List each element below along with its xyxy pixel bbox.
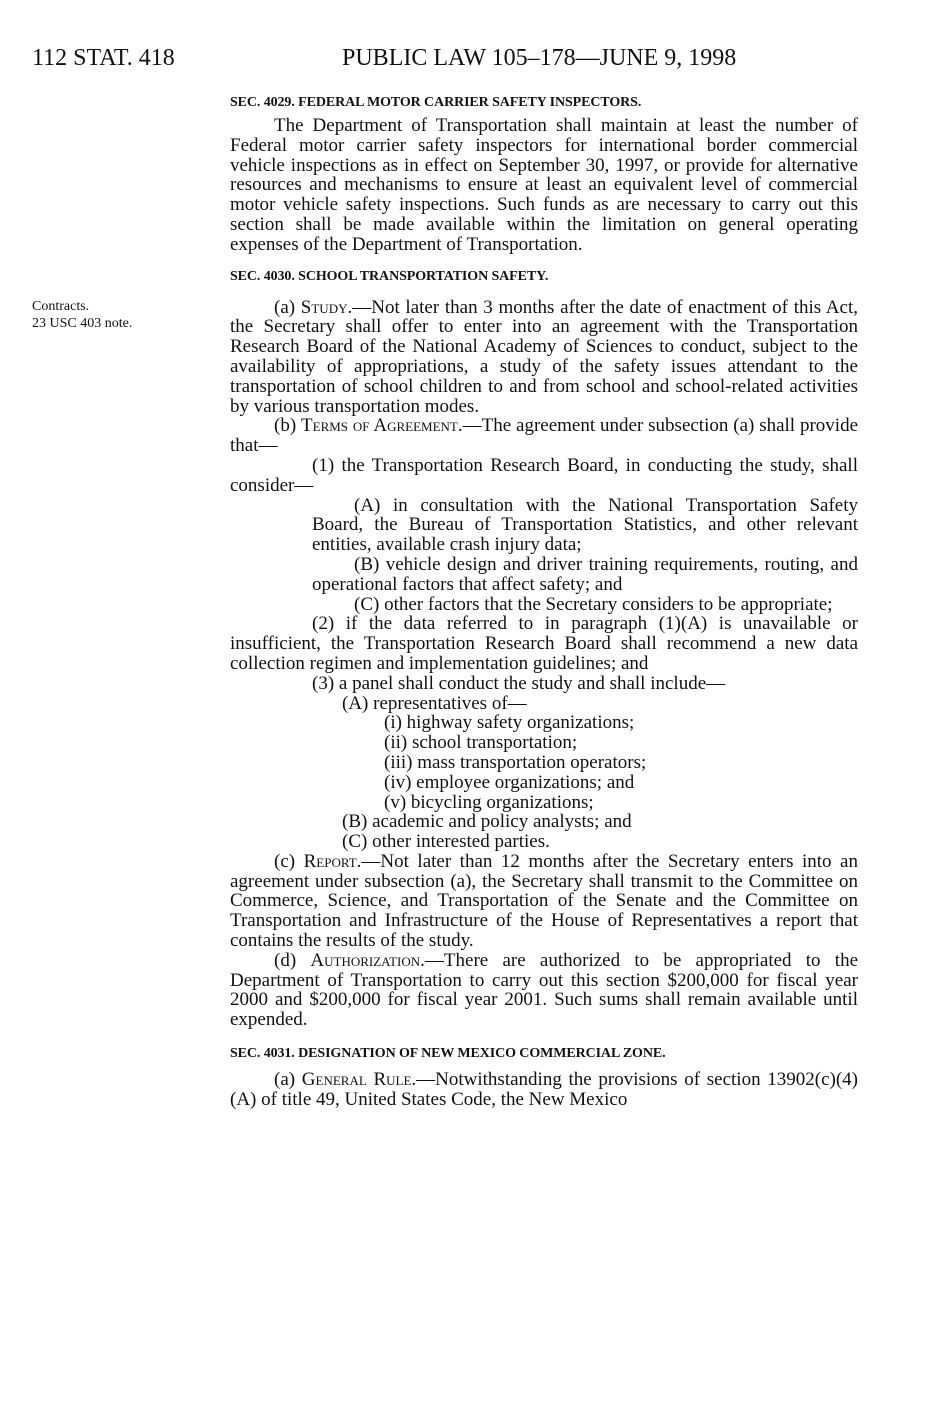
clause-b3Ai: (i) highway safety organizations;: [384, 712, 635, 734]
paragraph-b1: (1) the Transportation Research Board, in conducting the study, shall consider—: [230, 454, 858, 496]
section-4029-heading: SEC. 4029. FEDERAL MOTOR CARRIER SAFETY INSPECTORS.: [230, 95, 642, 110]
document-body: [230, 94, 858, 1110]
subsection-d-title: Authorization: [310, 949, 421, 971]
page-citation: 112 STAT. 418: [32, 45, 175, 71]
subsection-b-title: Terms of Agreement: [301, 415, 458, 437]
subsection-c-title: Report: [303, 850, 357, 872]
section-4030-heading: SEC. 4030. SCHOOL TRANSPORTATION SAFETY.: [230, 268, 549, 284]
section-4031-a-title: General Rule: [301, 1069, 412, 1091]
subsection-d-authorization: (d) Authorization.—There are authorized to be appropriated to the Department of Transportation to carry out this section $200,000 for fiscal year 2000 and $200,000 for fiscal year 2001. Such sums shall remain available until expended.: [230, 949, 859, 1031]
section-4031-heading: SEC. 4031. DESIGNATION OF NEW MEXICO COMMERCIAL ZONE.: [230, 1046, 666, 1062]
paragraph-b1A: (A) in consultation with the National Transportation Safety Board, the Bureau of Transportation Statistics, and other relevant entities, available crash injury data;: [312, 494, 858, 556]
paragraph-b1B: (B) vehicle design and driver training requirements, routing, and operational factors that affect safety; and: [312, 553, 858, 595]
margin-note-usc: 23 USC 403 note.: [32, 316, 133, 331]
paragraph-b1C: (C) other factors that the Secretary considers to be appropriate;: [354, 593, 833, 615]
clause-b3Aiii: (iii) mass transportation operators;: [384, 751, 647, 773]
paragraph-b3: (3) a panel shall conduct the study and shall include—: [312, 672, 726, 694]
subsection-a-study: (a) Study.—Not later than 3 months after the date of enactment of this Act, the Secretary shall offer to enter into an agreement with the Transportation Research Board of the National Academy of Sciences to conduct, subject to the availability of appropriations, a study of the safety issues attendant to the transportation of school children to and from school and school-related activities by various transportation modes.: [230, 296, 858, 417]
paragraph-b2: (2) if the data referred to in paragraph (1)(A) is unavailable or insufficient, the Transportation Research Board shall recommend a new data collection regimen and implementation guidelines; and: [230, 613, 858, 674]
subsection-c-report: (c) Report.—Not later than 12 months after the Secretary enters into an agreement under subsection (a), the Secretary shall transmit to the Committee on Commerce, Science, and Transportation of the Senate and the Committee on Transportation and Infrastructure of the House of Representatives a report that contains the results of the study.: [230, 850, 858, 952]
clause-b3Aii: (ii) school transportation;: [384, 732, 578, 754]
subsection-a-title: Study: [300, 296, 348, 318]
margin-note: [32, 298, 222, 332]
paragraph-b3B: (B) academic and policy analysts; and: [342, 811, 632, 833]
running-title: PUBLIC LAW 105–178—JUNE 9, 1998: [342, 45, 737, 71]
subsection-b-terms: (b) Terms of Agreement.—The agreement under subsection (a) shall provide that—: [230, 415, 858, 457]
section-4031-subsection-a: (a) General Rule.—Notwithstanding the provisions of section 13902(c)(4)(A) of title 49, United States Code, the New Mexico: [230, 1069, 859, 1110]
margin-note-contracts: Contracts.: [32, 299, 90, 314]
paragraph-b3A: (A) representatives of—: [342, 692, 527, 714]
section-4029-text: The Department of Transportation shall maintain at least the number of Federal motor carrier safety inspectors for international border commercial vehicle inspections as in effect on September 30, 1997, or provide for alternative resources and mechanisms to ensure at least an equivalent level of commercial motor vehicle safety inspections. Such funds as are necessary to carry out this section shall be made available within the limitation on general operating expenses of the Department of Transportation.: [230, 115, 858, 255]
paragraph-b3C: (C) other interested parties.: [342, 831, 550, 853]
clause-b3Aiv: (iv) employee organizations; and: [384, 771, 635, 793]
clause-b3Av: (v) bicycling organizations;: [384, 791, 594, 813]
